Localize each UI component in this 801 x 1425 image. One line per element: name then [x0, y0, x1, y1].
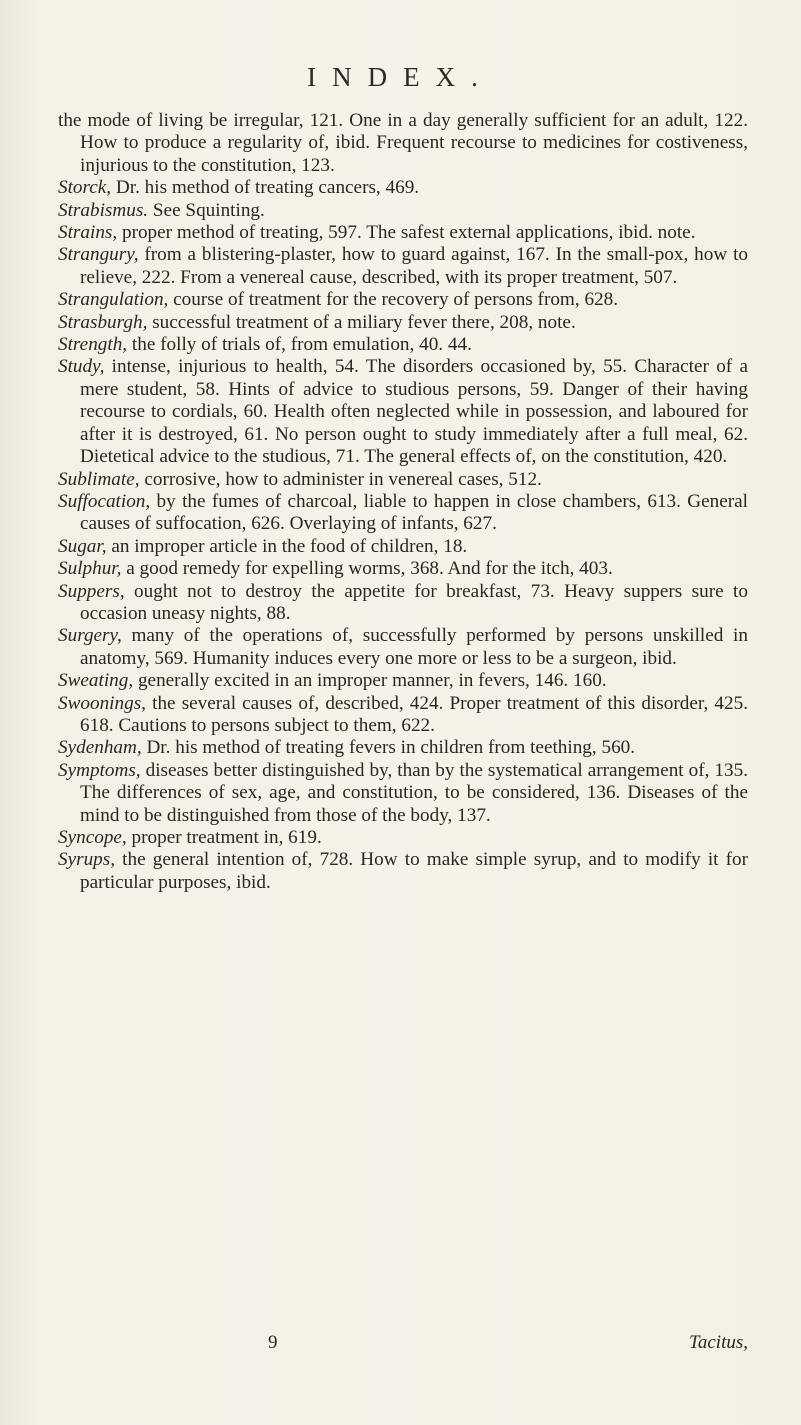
index-entry [58, 581, 748, 626]
index-entry [58, 200, 748, 222]
entry-text: proper method of treating, 597. The safest external applications, ibid. note. [117, 222, 696, 244]
index-entry [58, 356, 748, 468]
entry-text: intense, injurious to health, 54. The disorders occasioned by, 55. Character of a mere student, 58. Hints of advice to studious persons, 59. Danger of their having recourse to cordials, 60. Health often neglected while in possession, and laboured for after it is destroyed, 61. No person ought to study immediately after a full meal, 62. Dietetical advice to the studious, 71. The general effects of, on the constitution, 420. [80, 356, 748, 468]
index-entry [58, 334, 748, 356]
entry-headword: Swoonings, [58, 692, 146, 714]
entry-text: diseases better distinguished by, than by the systematical arrangement of, 135. The differences of sex, age, and constitution, to be considered, 136. Diseases of the mind to be distinguished from those of the body, 137. [80, 759, 748, 826]
entry-text: ought not to destroy the appetite for breakfast, 73. Heavy suppers sure to occasion uneasy nights, 88. [80, 580, 748, 624]
entry-text: by the fumes of charcoal, liable to happen in close chambers, 613. General causes of suffocation, 626. Overlaying of infants, 627. [80, 490, 748, 535]
index-entry [58, 670, 748, 692]
entry-headword: Surgery, [58, 625, 122, 647]
entry-text: Dr. his method of treating cancers, 469. [111, 177, 420, 199]
entry-text: Dr. his method of treating fevers in children from teething, 560. [141, 737, 636, 759]
entry-text: from a blistering-plaster, how to guard against, 167. In the small-pox, how to relieve, 222. From a venereal cause, described, with its proper treatment, 507. [80, 244, 748, 288]
entry-headword: Strabismus. [58, 199, 149, 221]
entry-headword: Study, [58, 356, 105, 378]
entry-text: course of treatment for the recovery of persons from, 628. [168, 289, 619, 311]
entry-headword: Strangury, [58, 244, 139, 266]
index-entry [58, 693, 748, 738]
entry-text: an improper article in the food of children, 18. [106, 535, 468, 557]
entry-text: many of the operations of, successfully performed by persons unskilled in anatomy, 569. Humanity induces every one more or less to be a surgeon, ibid. [80, 625, 748, 669]
entry-text: the mode of living be irregular, 121. One in a day generally sufficient for an adult, 122. How to produce a regularity of, ibid. Frequent recourse to medicines for costiveness, injurious to the constitution, 123. [58, 110, 748, 176]
entry-text: successful treatment of a miliary fever there, 208, note. [147, 311, 576, 333]
entry-headword: Sublimate, [58, 468, 140, 490]
entry-text: corrosive, how to administer in venereal cases, 512. [139, 468, 542, 490]
index-entry [58, 312, 748, 334]
index-entry [58, 849, 748, 894]
index-entry [58, 491, 748, 536]
index-entry [58, 536, 748, 558]
entry-headword: Syrups, [58, 849, 116, 871]
entry-text: generally excited in an improper manner, in fevers, 146. 160. [133, 670, 607, 692]
index-entry [58, 827, 748, 849]
index-entry [58, 760, 748, 827]
index-entries [58, 110, 748, 894]
entry-headword: Symptoms, [58, 759, 141, 781]
index-entry [58, 222, 748, 244]
entry-headword: Sweating, [58, 670, 134, 692]
entry-headword: Sugar, [58, 535, 107, 557]
entry-text: the general intention of, 728. How to make simple syrup, and to modify it for particular purposes, ibid. [80, 849, 748, 893]
page-title: INDEX. [307, 62, 494, 92]
index-entry [58, 469, 748, 491]
index-entry [58, 110, 748, 177]
index-entry [58, 244, 748, 289]
index-entry [58, 558, 748, 580]
entry-text: proper treatment in, 619. [126, 827, 322, 848]
entry-headword: Syncope, [58, 827, 127, 848]
entry-text: the folly of trials of, from emulation, 40. 44. [127, 334, 472, 356]
entry-headword: Sulphur, [58, 558, 122, 580]
entry-headword: Strangulation, [58, 289, 169, 311]
catchword: Tacitus, [689, 1332, 748, 1353]
entry-headword: Strains, [58, 222, 118, 244]
index-entry [58, 625, 748, 670]
index-entry [58, 177, 748, 199]
index-entry [58, 289, 748, 311]
entry-headword: Sydenham, [58, 737, 142, 759]
entry-headword: Strasburgh, [58, 311, 148, 333]
entry-headword: Suppers, [58, 580, 125, 602]
entry-text: a good remedy for expelling worms, 368. And for the itch, 403. [121, 558, 613, 580]
entry-headword: Storck, [58, 177, 112, 199]
entry-headword: Suffocation, [58, 490, 151, 512]
signature-mark: 9 [268, 1332, 278, 1353]
index-entry [58, 737, 748, 759]
entry-text: the several causes of, described, 424. Proper treatment of this disorder, 425. 618. Cautions to persons subject to them, 622. [80, 692, 748, 736]
entry-text: See Squinting. [148, 199, 265, 221]
entry-headword: Strength, [58, 334, 128, 356]
